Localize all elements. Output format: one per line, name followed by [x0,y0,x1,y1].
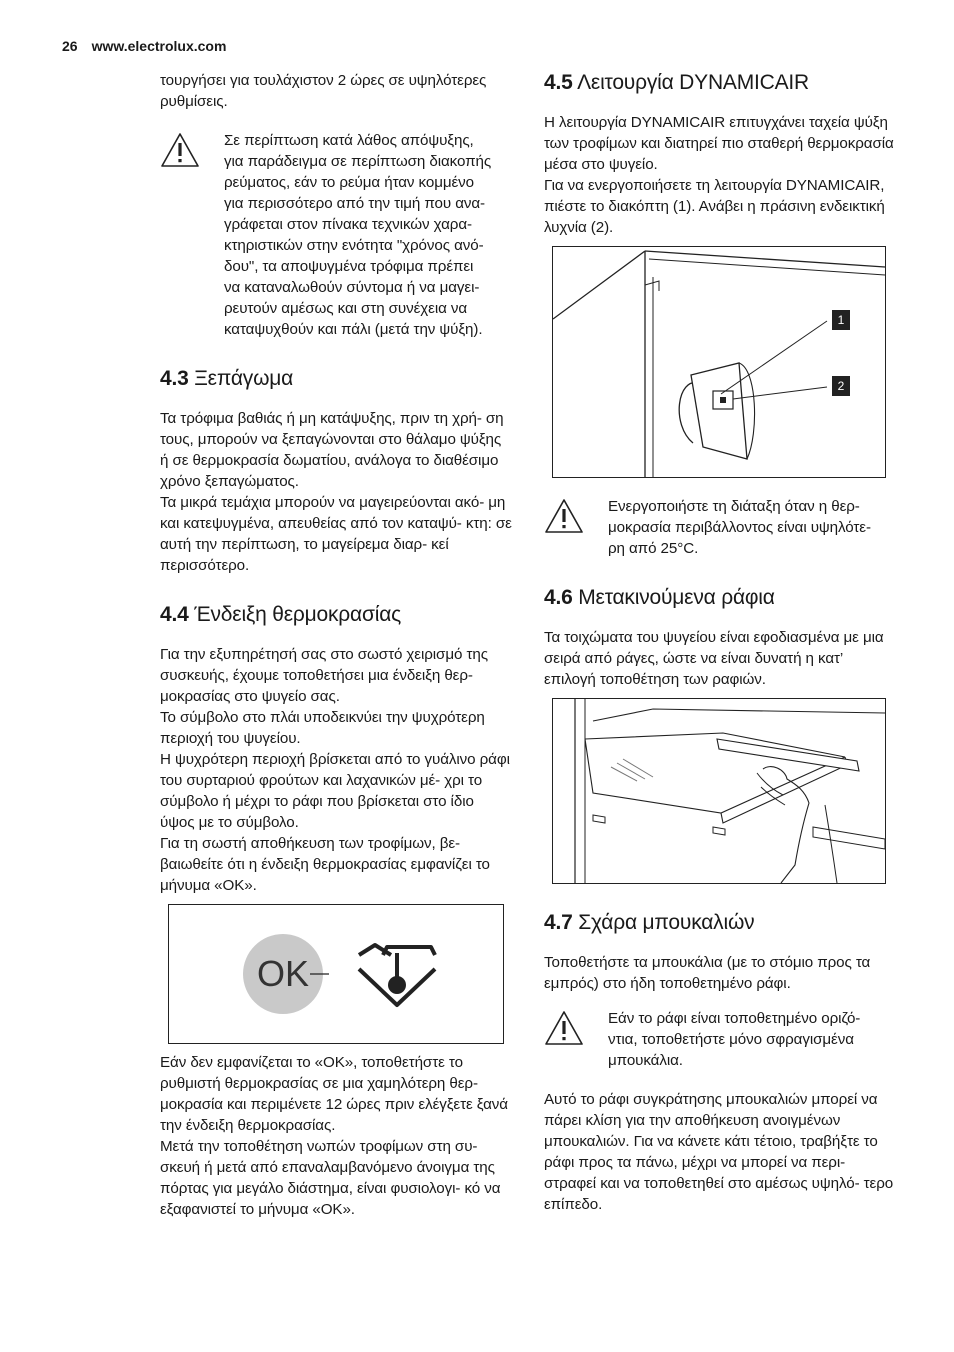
warning-line: ρη από 25°C. [608,540,699,557]
warning-icon [544,496,608,539]
warning-line: μοκρασία περιβάλλοντος είναι υψηλότε- [608,519,871,536]
warning-line: καταψυχθούν και πάλι (μετά την ψύξη). [224,321,483,338]
dynamicair-figure [552,246,886,478]
warning-icon [544,1008,608,1051]
paragraph: Τα μικρά τεμάχια μπορούν να μαγειρεύονται ακό- μη και κατεψυγμένα, απευθείας από τον καταψύ- κτη: σε αυτή την περίπτωση, το μαγείρεμα διαρ- κεί περισσότερο. [160,494,512,574]
warning-line: ρευτούν αμέσως και στη συνέχεια να [224,300,468,317]
warning-line: κτηριστικών στην ενότητα "χρόνος ανό- [224,237,484,254]
warning-bottles [544,1008,896,1071]
warning-line: μπουκάλια. [608,1052,683,1069]
warning-thaw [160,130,512,340]
paragraph: Το σύμβολο στο πλάι υποδεικνύει την ψυχρότερη περιοχή του ψυγείου. [160,709,485,747]
warning-ambient-temperature [544,496,896,559]
warning-line: ντια, τοποθετήστε μόνο σφραγισμένα [608,1031,854,1048]
section-heading-4-7: 4.7 Σχάρα μπουκαλιών [544,911,755,934]
right-column [544,70,896,1215]
paragraph: Για την εξυπηρέτησή σας στο σωστό χειρισμό της συσκευής, έχουμε τοποθετήσει μια ένδειξη θερ- μοκρασίας στο ψυγείο σας. [160,646,488,705]
shelves-figure [552,698,886,884]
paragraph: Τα τοιχώματα του ψυγείου είναι εφοδιασμένα με μια σειρά από ράγες, ώστε να είναι δυνατή η κατ’ επιλογή τοποθέτηση των ραφιών. [544,629,884,688]
warning-line: ρεύματος, εάν το ρεύμα ήταν κομμένο [224,174,475,191]
warning-icon [160,130,224,173]
website-link[interactable]: www.electrolux.com [91,38,227,54]
warning-thaw-text [224,130,512,340]
paragraph: Τα τρόφιμα βαθιάς ή μη κατάψυξης, πριν τη χρή- ση τους, μπορούν να ξεπαγώνονται στο θάλαμο ψύξης ή σε θερμοκρασία δωματίου, ανάλογα το διαθέσιμο χρόνο ξεπαγώματος. [160,410,504,490]
paragraph: Εάν δεν εμφανίζεται το «OK», τοποθετήστε το ρυθμιστή θερμοκρασίας σε μια χαμηλότερη θερ- μοκρασία και περιμένετε 12 ώρες πριν ελέγξετε ξανά την ένδειξη θερμοκρασίας. [160,1054,508,1134]
section-heading-4-6: 4.6 Μετακινούμενα ράφια [544,586,775,609]
paragraph: Για τη σωστή αποθήκευση των τροφίμων, βε- βαιωθείτε ότι η ένδειξη θερμοκρασίας εμφανίζει το μήνυμα «OK». [160,835,490,894]
section-heading-4-5: 4.5 Λειτουργία DYNAMICAIR [544,71,810,94]
paragraph: Τοποθετήστε τα μπουκάλια (με το στόμιο προς τα εμπρός) στο ήδη τοποθετημένο ράφι. [544,954,871,992]
ok-indicator-figure [168,904,504,1044]
warning-line: γράφεται στον πίνακα τεχνικών χαρα- [224,216,472,233]
warning-ambient-text [608,496,896,559]
warning-line: Σε περίπτωση κατά λάθος απόψυξης, [224,132,474,149]
ok-label: OK [256,953,309,994]
section-heading-4-3: 4.3 Ξεπάγωμα [160,367,294,390]
intro-paragraph: τουργήσει για τουλάχιστον 2 ώρες σε υψηλότερες ρυθμίσεις. [160,72,487,110]
left-column [160,70,512,1220]
page-number: 26 [62,38,78,54]
paragraph: Για να ενεργοποιήσετε τη λειτουργία DYNAMICAIR, πιέστε το διακόπτη (1). Ανάβει η πράσινη ενδεικτική λυχνία (2). [544,177,885,236]
section-heading-4-4: 4.4 Ένδειξη θερμοκρασίας [160,603,402,626]
warning-line: Εάν το ράφι είναι τοποθετημένο οριζό- [608,1010,861,1027]
warning-line: να καταναλωθούν σύντομα ή να μαγει- [224,279,480,296]
warning-line: για παράδειγμα σε περίπτωση διακοπής [224,153,492,170]
paragraph: Η ψυχρότερη περιοχή βρίσκεται από το γυάλινο ράφι του συρταριού φρούτων και λαχανικών μέ- χρι το σύμβολο ή μέχρι το ράφι που βρίσκεται στο ίδιο ύψος με το σύμβολο. [160,751,510,831]
page-header [62,38,226,54]
callout-2: 2 [832,376,850,396]
paragraph: Η λειτουργία DYNAMICAIR επιτυγχάνει ταχεία ψύξη των τροφίμων και διατηρεί πιο σταθερή θερμοκρασία μέσα στο ψυγείο. [544,114,894,173]
warning-bottles-text [608,1008,896,1071]
paragraph: Μετά την τοποθέτηση νωπών τροφίμων στη συ- σκευή ή μετά από επαναλαμβανόμενο άνοιγμα της πόρτας για μεγάλο διάστημα, είναι φυσιολογι- κό να εξαφανιστεί το μήνυμα «OK». [160,1138,501,1218]
warning-line: Ενεργοποιήστε τη διάταξη όταν η θερ- [608,498,860,515]
paragraph: Αυτό το ράφι συγκράτησης μπουκαλιών μπορεί να πάρει κλίση για την αποθήκευση ανοιγμένων μπουκαλιών. Για να κάνετε κάτι τέτοιο, τραβήξτε το ράφι προς τα πάνω, μέχρι να μπορεί να περι- στραφεί και να τοποθετηθεί στο αμέσως υψηλό- τερο επίπεδο. [544,1091,894,1213]
warning-line: για περισσότερο από την τιμή που ανα- [224,195,486,212]
callout-1: 1 [832,310,850,330]
warning-line: δου", τα αποψυγμένα τρόφιμα πρέπει [224,258,474,275]
